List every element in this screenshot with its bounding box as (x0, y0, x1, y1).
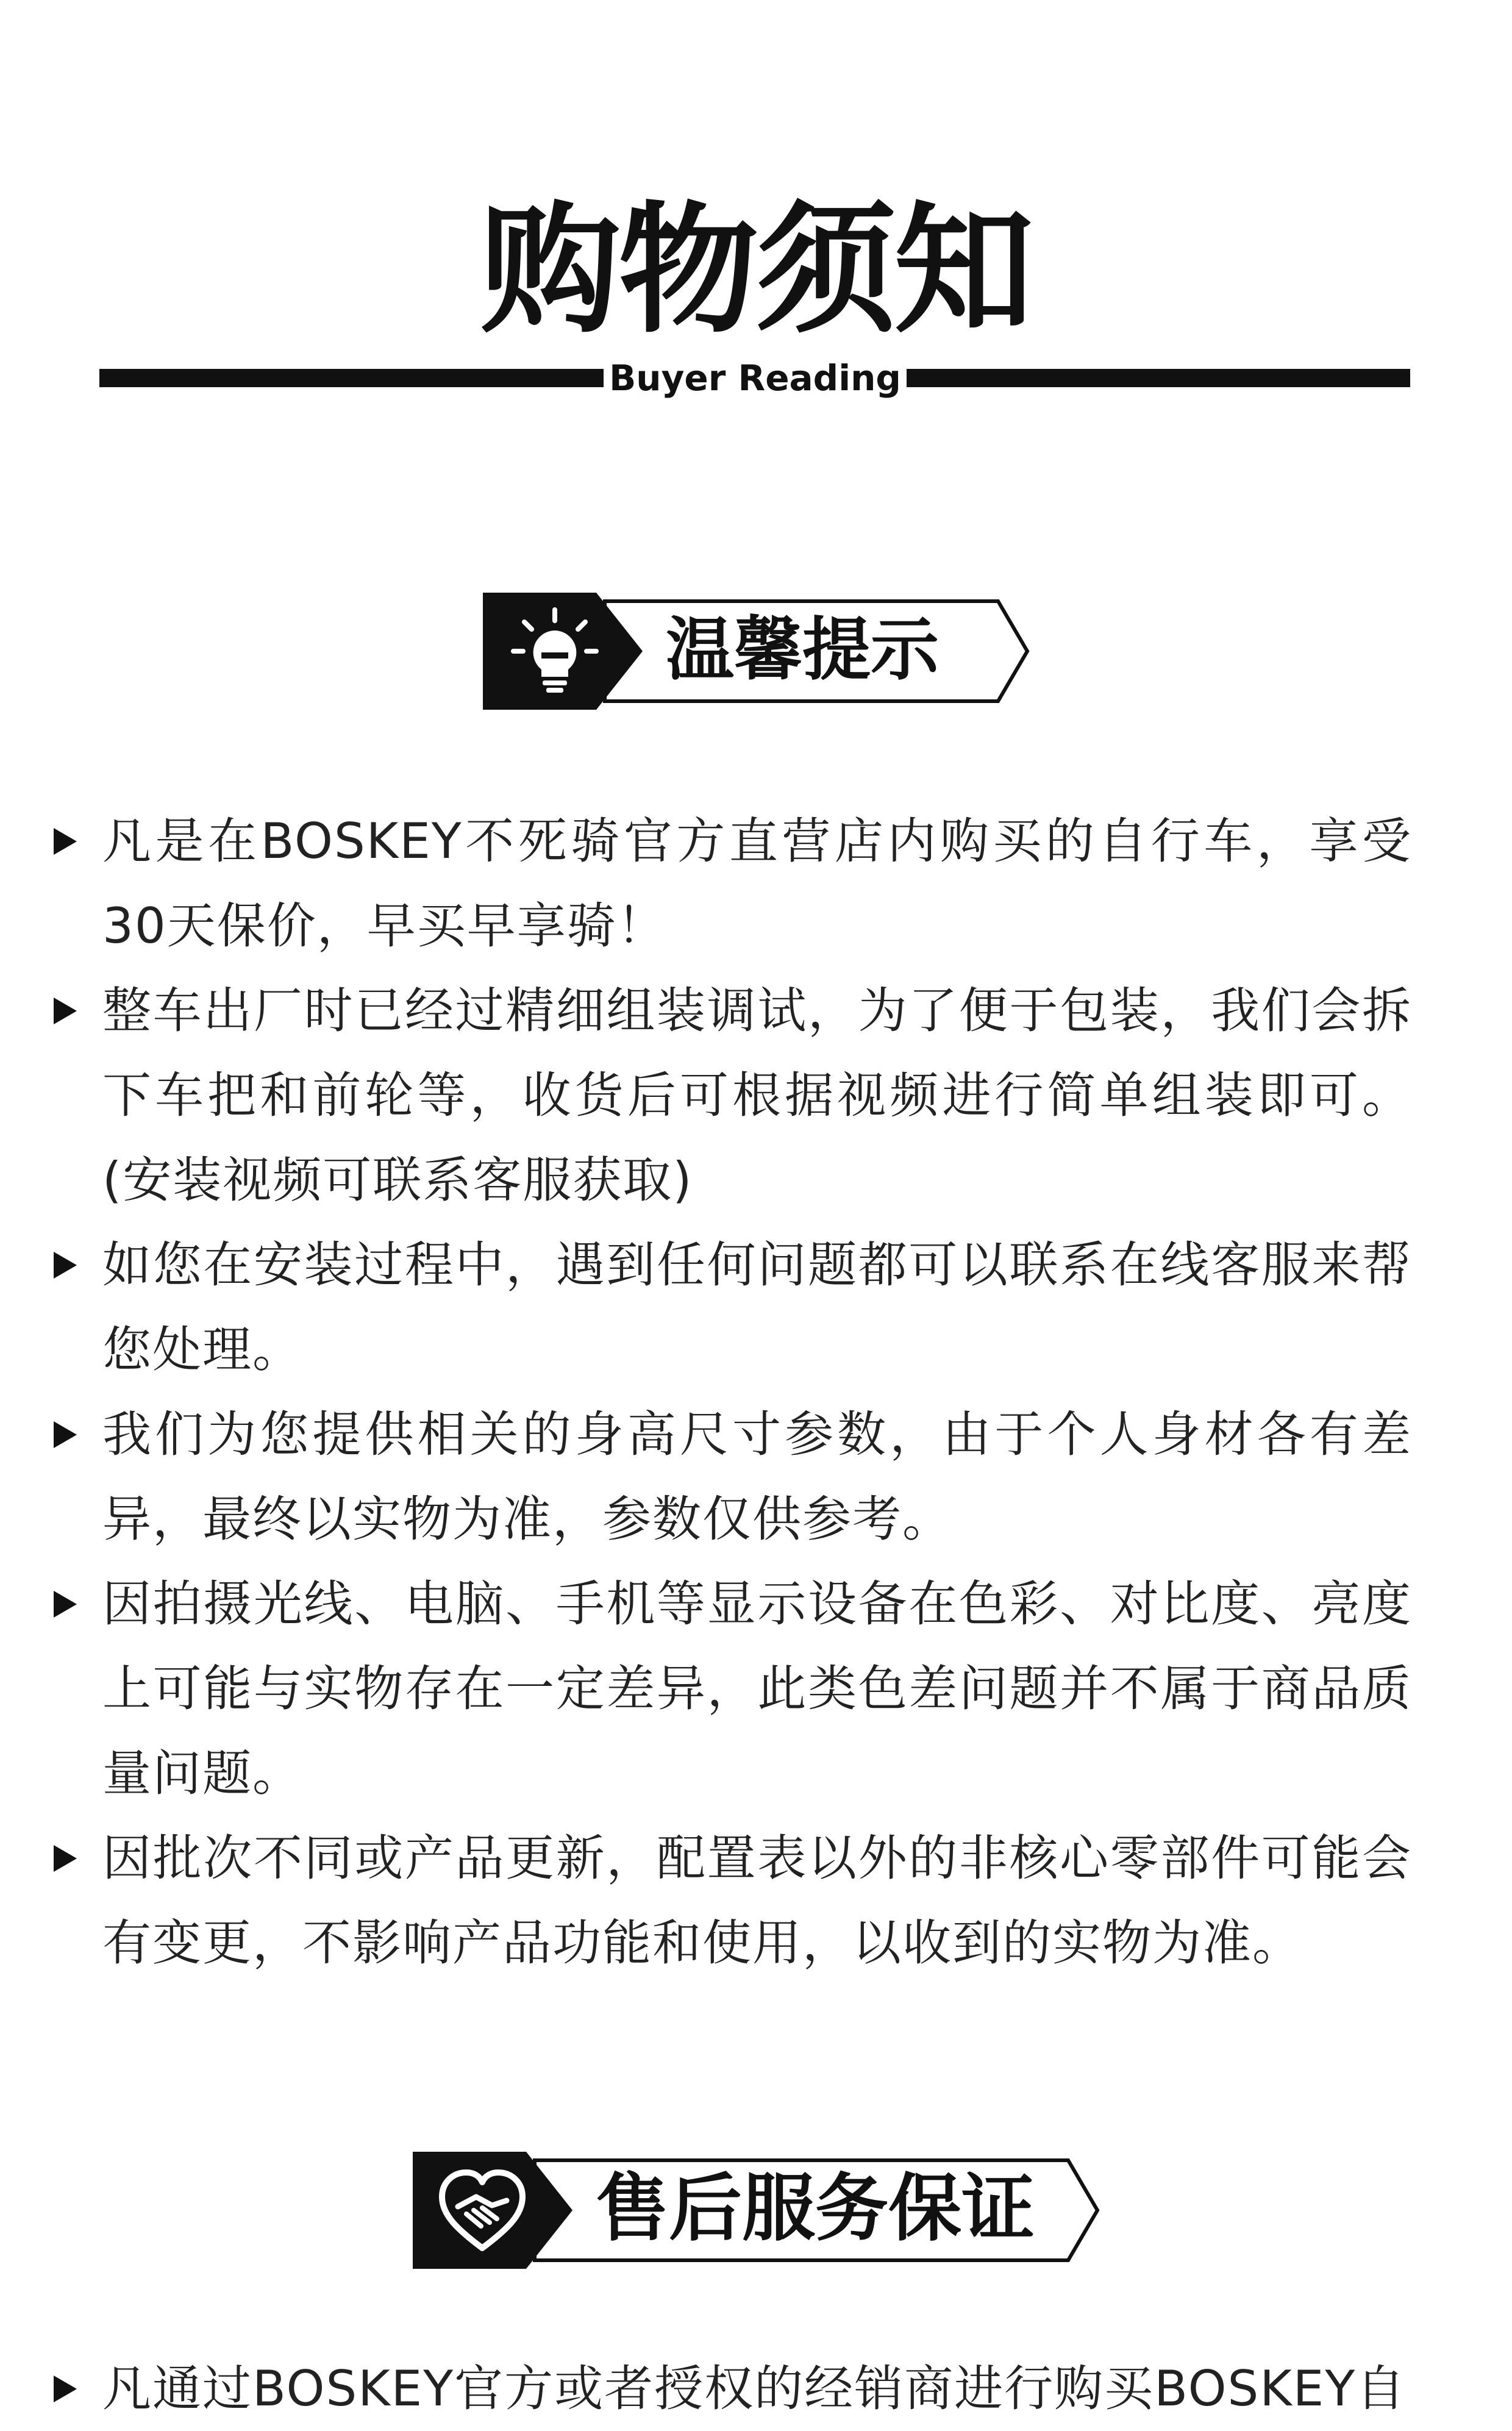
title-rule-right (907, 369, 1410, 387)
notice-list (0, 799, 1512, 1985)
notice-text: 因拍摄光线、电脑、手机等显示设备在色彩、对比度、亮度上可能与实物存在一定差异，此类色差问题并不属于商品质量问题。 (102, 1576, 1412, 1802)
notice-item (0, 1816, 1412, 1985)
aftersales-list (0, 2346, 1512, 2431)
notice-text: 凡是在BOSKEY不死骑官方直营店内购买的自行车，享受30天保价，早买早享骑！ (102, 813, 1412, 954)
notice-text: 如您在安装过程中，遇到任何问题都可以联系在线客服来帮您处理。 (102, 1237, 1412, 1378)
notice-item (0, 1223, 1412, 1392)
aftersales-banner-label: 售后服务保证 (596, 2166, 1035, 2251)
page-title: 购物须知 (480, 190, 1032, 352)
notice-item (0, 799, 1412, 968)
triangle-bullet-icon (54, 2376, 77, 2402)
title-rule-left (99, 369, 604, 387)
notice-text: 整车出厂时已经过精细组装调试，为了便于包装，我们会拆下车把和前轮等，收货后可根据视频进行简单组装即可。(安装视频可联系客服获取) (102, 982, 1412, 1208)
triangle-bullet-icon (54, 1252, 77, 1279)
tips-banner-label: 温馨提示 (666, 610, 939, 690)
triangle-bullet-icon (54, 1591, 77, 1618)
triangle-bullet-icon (54, 1845, 77, 1872)
triangle-bullet-icon (54, 998, 77, 1024)
aftersales-text: 凡通过BOSKEY官方或者授权的经销商进行购买BOSKEY自 (102, 2360, 1407, 2417)
aftersales-list-viewport (0, 2346, 1512, 2417)
notice-text: 因批次不同或产品更新，配置表以外的非核心零部件可能会有变更，不影响产品功能和使用，以收到的实物为准。 (102, 1830, 1412, 1971)
heart-handshake-icon (433, 2163, 531, 2258)
notice-text: 我们为您提供相关的身高尺寸参数，由于个人身材各有差异，最终以实物为准，参数仅供参考。 (102, 1406, 1412, 1547)
page-subtitle: Buyer Reading (609, 357, 901, 399)
notice-item (0, 1562, 1412, 1816)
triangle-bullet-icon (54, 828, 77, 855)
lightbulb-icon (507, 604, 602, 699)
notice-item (0, 968, 1412, 1223)
aftersales-banner (413, 2152, 1099, 2269)
notice-item (0, 1392, 1412, 1562)
triangle-bullet-icon (54, 1421, 77, 1448)
aftersales-item (0, 2346, 1412, 2431)
tips-banner (483, 593, 1029, 710)
